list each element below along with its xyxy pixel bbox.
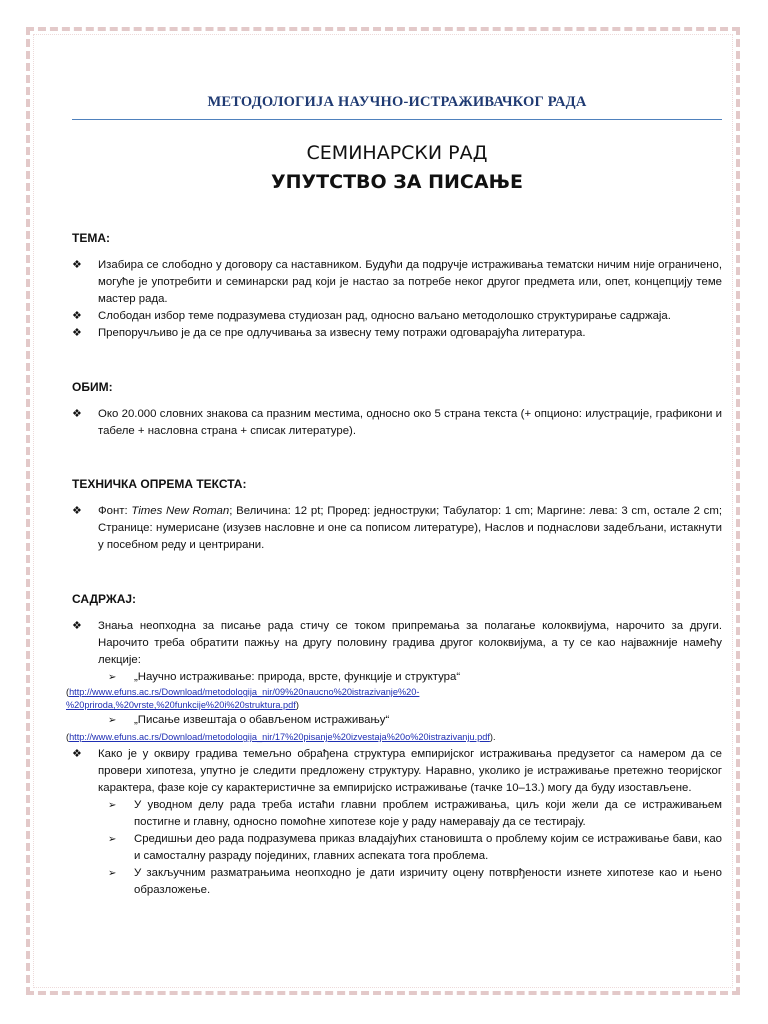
- arrow-bullet-icon: ➢: [108, 868, 117, 879]
- document-header: МЕТОДОЛОГИЈА НАУЧНО-ИСТРАЖИВАЧКОГ РАДА: [207, 94, 587, 110]
- lesson-item: ➢ „Научно истраживање: природа, врсте, функције и структура“: [98, 669, 722, 686]
- list-item: ❖ Фонт: Times New Roman; Величина: 12 pt; Проред: једноструки; Табулатор: 1 cm; Маргине: лева: 3 cm, остале 2 cm; Странице: нумерисане (изузев насловне и оне са пописом литературе), Наслов и поднаслови задебљани, истакнути у посебном реду и центрирани.: [72, 505, 722, 551]
- diamond-bullet-icon: ❖: [72, 259, 82, 271]
- document-body: [66, 94, 722, 899]
- section-heading-tema: ТЕМА:: [72, 231, 110, 245]
- arrow-bullet-icon: ➢: [108, 800, 117, 811]
- arrow-bullet-icon: ➢: [108, 715, 117, 726]
- structure-item: ➢ У уводном делу рада треба истаћи главни проблем истраживања, циљ који жели да се истраживањем постигне и главну, односно помоћне хипотезе које у раду намеравају да се тестирају.: [108, 799, 722, 828]
- tema-list: [72, 257, 722, 342]
- list-item: ❖ Изабира се слободно у договору са наставником. Будући да подручје истраживања тематски ничим није ограничено, могуће је употребити и семинарски рад који је настао за потребе неког другог предмета или, опет, концепцију теме мастер рада.: [72, 259, 722, 305]
- diamond-bullet-icon: ❖: [72, 620, 82, 632]
- section-heading-obim: ОБИМ:: [72, 380, 113, 394]
- lessons-list: [98, 712, 722, 729]
- lessons-list: [98, 669, 722, 686]
- lesson-item: ➢ „Писање извештаја о обављеном истраживању“: [98, 712, 722, 729]
- diamond-bullet-icon: ❖: [72, 310, 82, 322]
- arrow-bullet-icon: ➢: [108, 672, 117, 683]
- diamond-bullet-icon: ❖: [72, 748, 82, 760]
- diamond-bullet-icon: ❖: [72, 408, 82, 420]
- structure-list: [98, 797, 722, 899]
- obim-list: [72, 406, 722, 440]
- diamond-bullet-icon: ❖: [72, 327, 82, 339]
- list-item: ❖ Како је у оквиру градива темељно обрађена структура емпиријског истраживања предузетог са намером да се провери хипотеза, упутно је следити предложену структуру. Наравно, уколико је истраживање претежно теоријског карактера, фазе које су карактеристичне за емпиријско истраживање (тачке 10–13.) могу да буду изостављене. ➢ У уводном делу рада треба истаћи главни проблем истраживања, циљ који жели да се истраживањем постигне и главну, односно помоћне хипотезе које у раду намеравају да се тестирају. ➢ Средишњи део рада подразумева приказ владајућих становишта о проблему којим се истраживање бави, као и самосталну разраду појединих, главних аспеката тога проблема. ➢ У закључним разматрањима неопходно је дати изричиту оцену потврђености изнете хипотезе као и њено образложење.: [72, 746, 722, 899]
- lesson1-link-line: (http://www.efuns.ac.rs/Download/metodologija_nir/09%20naucno%20istrazivanje%20- %20priroda,%20vrste,%20funkcije%20i%20struktura.pdf): [66, 687, 420, 710]
- lesson2-link-line: (http://www.efuns.ac.rs/Download/metodologija_nir/17%20pisanje%20izvestaja%20o%20istrazivanju.pdf).: [66, 732, 496, 742]
- structure-item: ➢ У закључним разматрањима неопходно је дати изричиту оцену потврђености изнете хипотезе као и њено образложење.: [108, 867, 722, 896]
- section-heading-sadrzaj: САДРЖАЈ:: [72, 592, 137, 606]
- diamond-bullet-icon: ❖: [72, 505, 82, 517]
- lesson2-link[interactable]: http://www.efuns.ac.rs/Download/metodologija_nir/17%20pisanje%20izvestaja%20o%20istrazivanju.pdf: [69, 732, 490, 742]
- list-item: ❖ Препоручљиво је да се пре одлучивања за извесну тему потражи одговарајућа литература.: [72, 325, 722, 342]
- list-item: ❖ Слободан избор теме подразумева студиозан рад, односно ваљано методолошко структурирање садржаја.: [72, 308, 722, 325]
- title-seminar: СЕМИНАРСКИ РАД: [306, 142, 488, 164]
- header-rule: [72, 119, 722, 120]
- arrow-bullet-icon: ➢: [108, 834, 117, 845]
- title-instructions: УПУТСТВО ЗА ПИСАЊЕ: [270, 171, 524, 193]
- lesson1-link[interactable]: http://www.efuns.ac.rs/Download/metodologija_nir/09%20naucno%20istrazivanje%20- %20priroda,%20vrste,%20funkcije%20i%20struktura.pdf: [66, 687, 420, 710]
- list-item: ❖ Око 20.000 словних знакова са празним местима, односно око 5 страна текста (+ опционо: илустрације, графикони и табеле + насловна страна + списак литературе).: [72, 408, 722, 437]
- list-item: ❖ Знања неопходна за писање рада стичу се током припремања за полагање колоквијума, нарочито за други. Нарочито треба обратити пажњу на другу половину градива другог колоквијума, а ту се као најважније намећу лекције: ➢ „Научно истраживање: природа, врсте, функције и структура“ (http://www.efuns.ac.rs/Download/metodologija_nir/09%20naucno%20istrazivanje%20- %20priroda,%20vrste,%20funkcije%20i%20struktura.pdf) ➢ „Писање извештаја о обављеном истраживању“ (http://www.efuns.ac.rs/Download/metodologija_nir/17%20pisanje%20izvestaja%20o%20istrazivanju.pdf).: [66, 620, 722, 742]
- structure-item: ➢ Средишњи део рада подразумева приказ владајућих становишта о проблему којим се истраживање бави, као и самосталну разраду појединих, главних аспеката тога проблема.: [108, 833, 722, 862]
- section-heading-tehnicka: ТЕХНИЧКА ОПРЕМА ТЕКСТА:: [72, 477, 247, 491]
- tehnicka-list: [72, 503, 722, 554]
- sadrzaj-list: [66, 618, 722, 899]
